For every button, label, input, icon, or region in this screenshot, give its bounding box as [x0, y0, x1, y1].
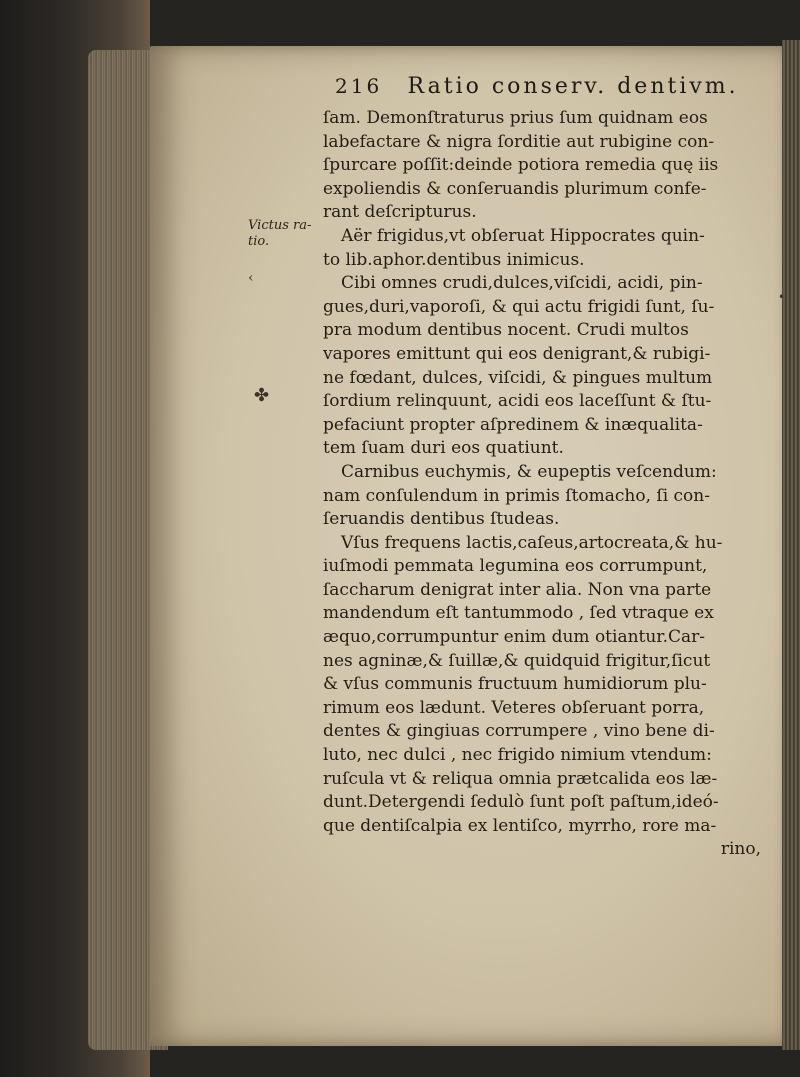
text-line: pra modum dentibus nocent. Crudi multos [323, 320, 689, 341]
text-line: gues,duri,vaporoſi, & qui actu frigidi ſunt, ſu- [323, 296, 715, 317]
text-line: æquo,corrumpuntur enim dum otiantur.Car- [323, 627, 705, 648]
text-line: Cibi omnes crudi,dulces,viſcidi, acidi, pin- [341, 273, 703, 294]
text-line: vapores emittunt qui eos denigrant,& rubigi- [323, 343, 711, 364]
text-line: nam conſulendum in primis ſtomacho, ſi con- [323, 485, 710, 506]
ink-dot-icon: • [778, 290, 786, 304]
text-line: mandendum eſt tantummodo , ſed vtraque ex [323, 603, 714, 624]
text-line: dentes & gingiuas corrumpere , vino bene di- [323, 721, 715, 742]
text-line: ſpurcare poſſit:deinde potiora remedia quę iis [323, 155, 719, 176]
text-line: que dentiſcalpia ex lentiſco, myrrho, rore ma- [323, 815, 717, 836]
text-line: luto, nec dulci , nec frigido nimium vtendum: [323, 745, 712, 766]
fleuron-icon: ✤ [254, 385, 270, 406]
marginal-note [248, 218, 318, 250]
page-number: 216 [335, 74, 383, 98]
margin-mark-icon: ‹ [248, 270, 254, 286]
text-line: iuſmodi pemmata legumina eos corrumpunt, [323, 556, 708, 577]
text-line: pefaciunt propter aſpredinem & inæqualita- [323, 414, 703, 435]
text-line: rino, [720, 839, 761, 860]
running-title: Ratio conserv. dentivm. [407, 74, 739, 99]
body-text [323, 107, 773, 862]
text-line: Carnibus euchymis, & eupeptis veſcendum: [341, 461, 717, 482]
text-line: ruſcula vt & reliqua omnia prætcalida eos læ- [323, 768, 718, 789]
text-line: & vſus communis fructuum humidiorum plu- [323, 674, 707, 695]
page-edges-right [782, 40, 800, 1050]
text-line: tem ſuam duri eos quatiunt. [323, 438, 564, 459]
text-line: Aër frigidus,vt obſeruat Hippocrates quin- [341, 225, 705, 246]
text-line: nes agninæ,& ſuillæ,& quidquid frigitur,ſicut [323, 650, 711, 671]
text-line: ſam. Demonſtraturus prius ſum quidnam eos [323, 108, 708, 128]
text-line: ſeruandis dentibus ſtudeas. [323, 509, 560, 530]
marginal-note-line: tio. [248, 234, 270, 249]
text-line: labefactare & nigra ſorditie aut rubigine con- [323, 131, 715, 152]
text-line: rant deſcripturus. [323, 202, 477, 223]
text-line: ſordium relinquunt, acidi eos laceſſunt & ſtu- [323, 391, 712, 412]
text-line: rimum eos lædunt. Veteres obſeruant porra, [323, 697, 705, 718]
text-line: ſaccharum denigrat inter alia. Non vna parte [323, 579, 712, 600]
text-line: Vſus frequens lactis,caſeus,artocreata,& hu- [341, 532, 723, 553]
running-head [335, 74, 775, 99]
text-line: to lib.aphor.dentibus inimicus. [323, 249, 585, 270]
text-line: dunt.Detergendi ſedulò ſunt poſt paſtum,ideó- [323, 792, 719, 813]
marginal-note-line: Victus ra- [248, 218, 312, 233]
text-line: ne fœdant, dulces, viſcidi, & pingues multum [323, 367, 713, 388]
text-line: expoliendis & conſeruandis plurimum confe- [323, 178, 707, 199]
